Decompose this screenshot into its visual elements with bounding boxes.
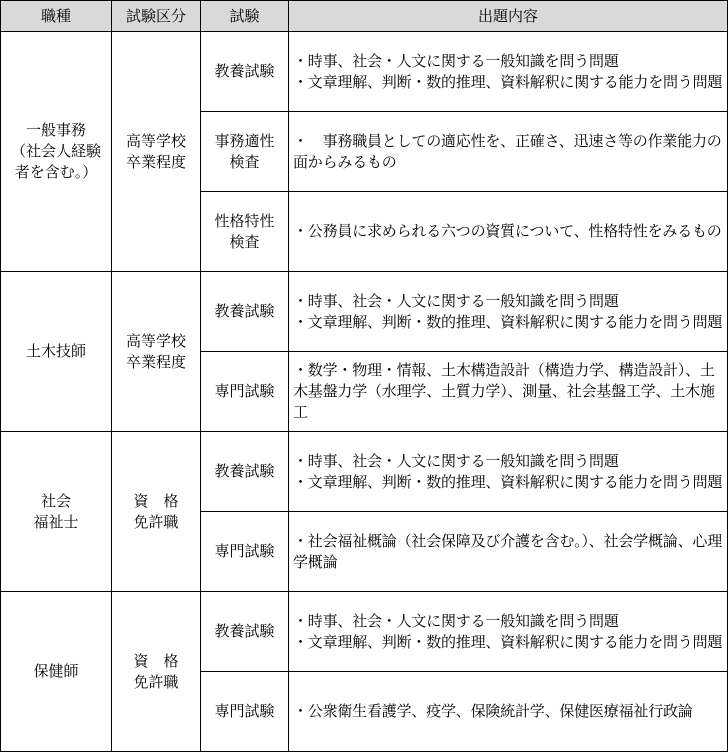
content-cell: ・時事、社会・人文に関する一般知識を問う問題 ・文章理解、判断・数的推理、資料解釈に関する能力を問う問題 [289, 32, 728, 112]
exam-cell: 事務適性 検査 [201, 112, 289, 192]
content-cell: ・時事、社会・人文に関する一般知識を問う問題 ・文章理解、判断・数的推理、資料解釈に関する能力を問う問題 [289, 432, 728, 512]
content-cell: ・時事、社会・人文に関する一般知識を問う問題 ・文章理解、判断・数的推理、資料解釈に関する能力を問う問題 [289, 592, 728, 672]
header-category: 試験区分 [112, 1, 201, 32]
content-cell: ・数学・物理・情報、土木構造設計（構造力学、構造設計）、土木基盤力学（水理学、土質力学）、測量、社会基盤工学、土木施工 [289, 352, 728, 432]
exam-cell: 性格特性 検査 [201, 192, 289, 272]
exam-cell: 教養試験 [201, 432, 289, 512]
category-cell: 資 格 免許職 [112, 592, 201, 752]
job-cell: 社会 福祉士 [1, 432, 112, 592]
content-cell: ・社会福祉概論（社会保障及び介護を含む。）、社会学概論、心理学概論 [289, 512, 728, 592]
table-row [1, 32, 728, 112]
job-cell: 一般事務 （社会人経験 者を含む。） [1, 32, 112, 272]
table-header-row [1, 1, 728, 32]
content-cell: ・時事、社会・人文に関する一般知識を問う問題 ・文章理解、判断・数的推理、資料解釈に関する能力を問う問題 [289, 272, 728, 352]
exam-cell: 教養試験 [201, 32, 289, 112]
exam-cell: 専門試験 [201, 352, 289, 432]
content-cell: ・公衆衛生看護学、疫学、保険統計学、保健医療福祉行政論 [289, 672, 728, 752]
job-cell: 保健師 [1, 592, 112, 752]
exam-cell: 専門試験 [201, 672, 289, 752]
exam-cell: 専門試験 [201, 512, 289, 592]
content-cell: ・ 事務職員としての適応性を、正確さ、迅速さ等の作業能力の面からみるもの [289, 112, 728, 192]
category-cell: 資 格 免許職 [112, 432, 201, 592]
table-row [1, 592, 728, 672]
job-cell: 土木技師 [1, 272, 112, 432]
exam-cell: 教養試験 [201, 592, 289, 672]
category-cell: 高等学校 卒業程度 [112, 32, 201, 272]
content-cell: ・公務員に求められる六つの資質について、性格特性をみるもの [289, 192, 728, 272]
table-row [1, 432, 728, 512]
category-cell: 高等学校 卒業程度 [112, 272, 201, 432]
header-exam: 試験 [201, 1, 289, 32]
header-content: 出題内容 [289, 1, 728, 32]
exam-cell: 教養試験 [201, 272, 289, 352]
header-job: 職種 [1, 1, 112, 32]
table-row [1, 272, 728, 352]
